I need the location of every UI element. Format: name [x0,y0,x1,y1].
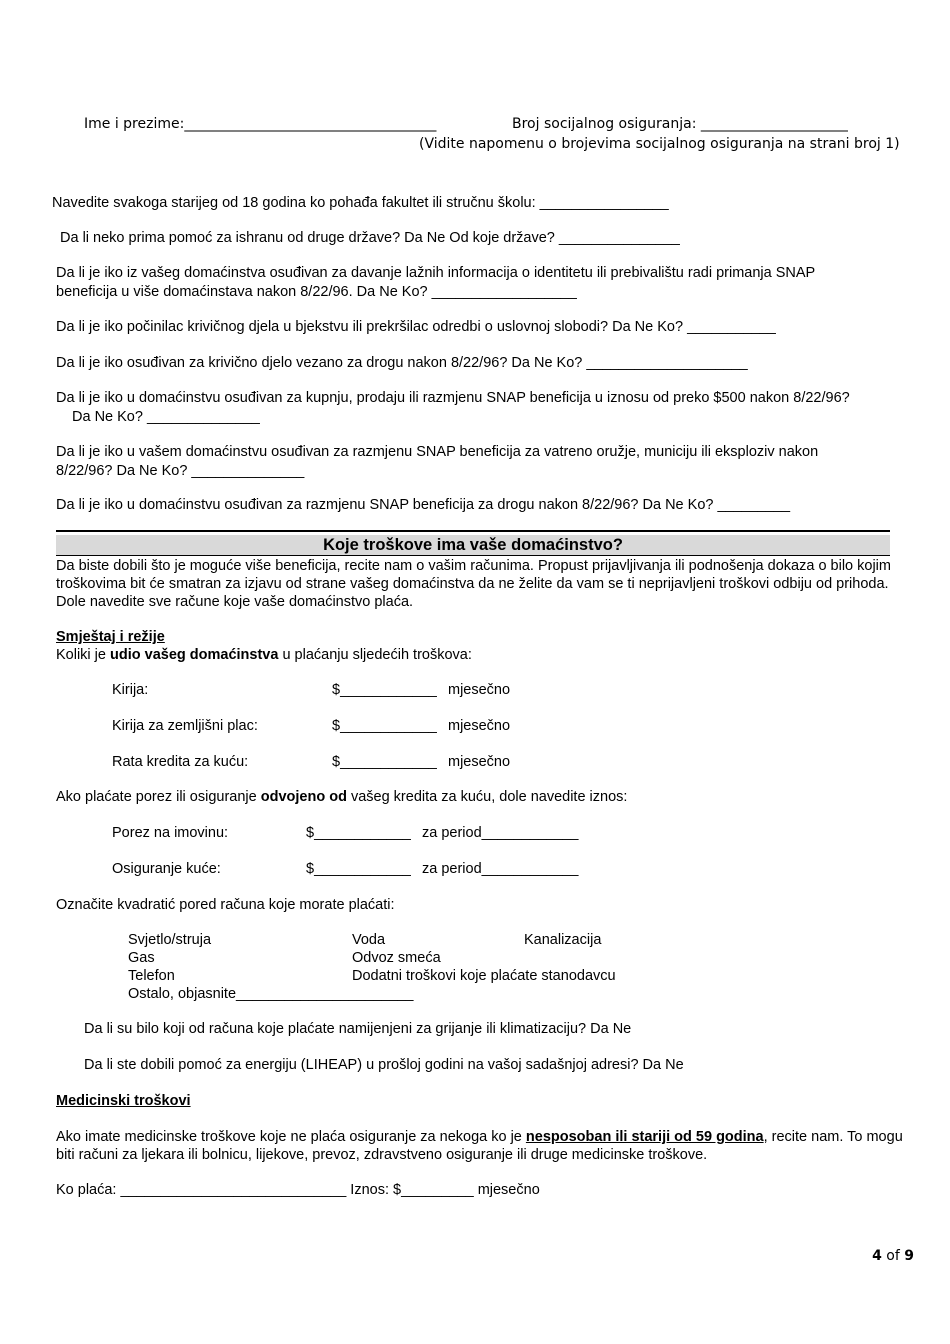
mortgage-amount-field[interactable]: $____________ [332,754,437,770]
mortgage-label: Rata kredita za kuću: [112,754,249,770]
medical-text: Ako imate medicinske troškove koje ne plaća osiguranje za nekoga ko je nesposoban ili stariji od 59 godina, recite nam. To mogu biti računi za ljekara ili bolnicu, lijekove, prevoz, zdravstveno osiguranje ili druge medicinske troškove. [56,1129,903,1163]
question-college[interactable]: Navedite svakoga starijeg od 18 godina ko pohađa fakultet ili stručnu školu: ________________ [52,195,669,211]
question-other-state[interactable]: Da li neko prima pomoć za ishranu od druge države? Da Ne Od koje države? _______________ [60,230,680,246]
liheap-question[interactable]: Da li ste dobili pomoć za energiju (LIHEAP) u prošloj godini na vašoj sadašnjoj adresi? Da Ne [84,1057,684,1073]
question-false-info-line1: Da li je iko iz vašeg domaćinstva osuđivan za davanje lažnih informacija o identitetu ili prebivalištu radi primanja SNAP [56,265,816,281]
question-trafficking-line1: Da li je iko u domaćinstvu osuđivan za kupnju, prodaju ili razmjenu SNAP beneficija u iznosu od preko $500 nakon 8/22/96? [56,390,850,406]
question-fleeing-felon[interactable]: Da li je iko počinilac krivičnog djela u bjekstvu ili prekršilac odredbi o uslovnoj slobodi? Da Ne Ko? ___________ [56,319,776,335]
mortgage-period: mjesečno [448,754,511,770]
rent-amount-field[interactable]: $____________ [332,682,437,698]
ssn-note: (Vidite napomenu o brojevima socijalnog osiguranja na strani broj 1) [419,136,900,152]
bill-gas[interactable]: Gas [128,950,155,966]
bill-landlord[interactable]: Dodatni troškovi koje plaćate stanodavcu [352,968,616,984]
lot-rent-label: Kirija za zemljišni plac: [112,718,258,734]
lot-rent-period: mjesečno [448,718,511,734]
property-tax-amount-field[interactable]: $____________ [306,825,411,841]
name-label: Ime i prezime: [84,116,185,132]
ssn-blank[interactable]: _____________________ [700,116,848,132]
section-intro: Da biste dobili što je moguće više beneficija, recite nam o vašim računima. Propust prijavljivanja ili podnošenja dokaza o bilo kojim troškovima bit će smatran za izjavu od strane vašeg domaćinstva da ne želite da vam se ti neprijavljeni troškovi odbiju od prihoda. Dole navedite sve račune koje vaše domaćinstvo plaća. [56,558,891,610]
check-prompt: Označite kvadratić pored računa koje morate plaćati: [56,897,395,913]
bill-sewer[interactable]: Kanalizacija [524,932,602,948]
bill-water[interactable]: Voda [352,932,386,948]
lot-rent-amount-field[interactable]: $____________ [332,718,437,734]
medical-heading: Medicinski troškovi [56,1093,191,1109]
bill-other[interactable]: Ostalo, objasnite______________________ [128,986,414,1002]
question-trafficking-line2[interactable]: Da Ne Ko? ______________ [72,409,260,425]
question-weapons-line2[interactable]: 8/22/96? Da Ne Ko? ______________ [56,463,305,479]
ssn-label: Broj socijalnog osiguranja: [512,116,697,132]
section-divider [56,530,890,532]
rent-period: mjesečno [448,682,511,698]
housing-share-text: Koliki je udio vašeg domaćinstva u plaćanju sljedećih troškova: [56,647,472,663]
heating-question[interactable]: Da li su bilo koji od računa koje plaćate namijenjeni za grijanje ili klimatizaciju? Da Ne [84,1021,632,1037]
bill-phone[interactable]: Telefon [128,968,175,984]
separate-tax-text: Ako plaćate porez ili osiguranje odvojeno od vašeg kredita za kuću, dole navedite iznos: [56,789,628,805]
property-tax-period-field[interactable]: za period____________ [422,825,579,841]
question-false-info-line2[interactable]: beneficija u više domaćinstava nakon 8/22/96. Da Ne Ko? __________________ [56,284,577,300]
home-insurance-label: Osiguranje kuće: [112,861,221,877]
bill-trash[interactable]: Odvoz smeća [352,950,441,966]
name-blank[interactable]: ____________________________________ [184,116,437,132]
ssn-field[interactable] [512,116,848,132]
medical-payer-field[interactable]: Ko plaća: ____________________________ Iznos: $_________ mjesečno [56,1182,540,1198]
page-number: 4 of 9 [872,1248,914,1264]
home-insurance-amount-field[interactable]: $____________ [306,861,411,877]
question-weapons-line1: Da li je iko u vašem domaćinstvu osuđivan za razmjenu SNAP beneficija za vatreno oružje, municiju ili eksploziv nakon [56,444,819,460]
section-title: Koje troškove ima vaše domaćinstvo? [56,535,890,556]
question-drug-trade[interactable]: Da li je iko u domaćinstvu osuđivan za razmjenu SNAP beneficija za drogu nakon 8/22/96? Da Ne Ko? _________ [56,497,791,513]
rent-label: Kirija: [112,682,149,698]
housing-heading: Smještaj i režije [56,629,165,645]
question-drug-felony[interactable]: Da li je iko osuđivan za krivično djelo vezano za drogu nakon 8/22/96? Da Ne Ko? ____________________ [56,355,748,371]
property-tax-label: Porez na imovinu: [112,825,229,841]
bill-electric[interactable]: Svjetlo/struja [128,932,212,948]
home-insurance-period-field[interactable]: za period____________ [422,861,579,877]
name-field[interactable] [84,116,436,132]
